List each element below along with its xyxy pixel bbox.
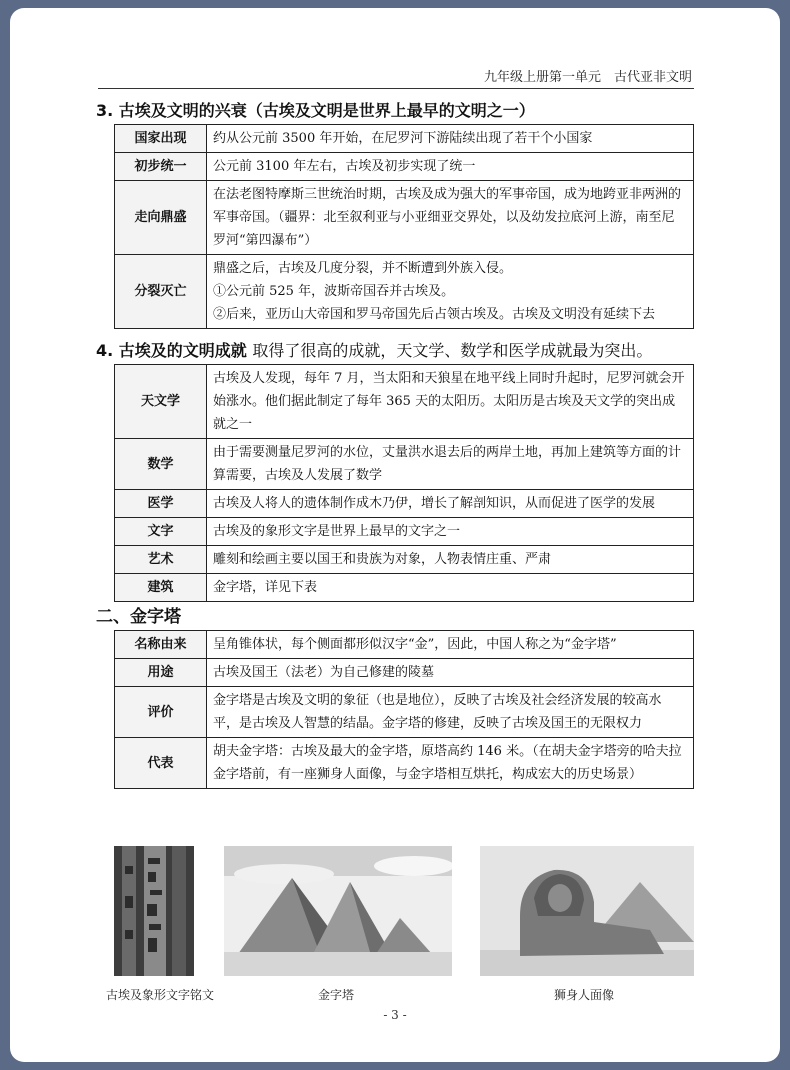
table-row [115,439,694,490]
sphinx-photo [480,846,694,976]
table-row [115,255,694,329]
row-content: 古埃及人发现，每年 7 月，当太阳和天狼星在地平线上同时升起时，尼罗河就会开始涨水。他们据此制定了每年 365 天的太阳历。太阳历是古埃及天文学的突出成就之一 [207,365,694,439]
table-row [115,490,694,518]
hieroglyph-inscription-photo [114,846,194,976]
section4-title: 4. 古埃及的文明成就 [96,341,247,360]
section4-heading [96,338,652,361]
table-row [115,574,694,602]
row-content: 金字塔是古埃及文明的象征（也是地位），反映了古埃及社会经济发展的较高水平，是古埃及人智慧的结晶。金字塔的修建，反映了古埃及国王的无限权力 [207,687,694,738]
row-content: 雕刻和绘画主要以国王和贵族为对象，人物表情庄重、严肃 [207,546,694,574]
page-number: - 3 - [383,1008,407,1022]
row-label: 初步统一 [115,153,207,181]
caption-pyramids: 金字塔 [318,988,355,1002]
row-content: 古埃及的象形文字是世界上最早的文字之一 [207,518,694,546]
row-label: 建筑 [115,574,207,602]
row-label: 走向鼎盛 [115,181,207,255]
row-content: 古埃及国王（法老）为自己修建的陵墓 [207,659,694,687]
row-content: 金字塔，详见下表 [207,574,694,602]
row-label: 名称由来 [115,631,207,659]
table-row [115,181,694,255]
row-content: 由于需要测量尼罗河的水位，丈量洪水退去后的两岸土地，再加上建筑等方面的计算需要，古埃及人发展了数学 [207,439,694,490]
table-row [115,687,694,738]
row-content: 呈角锥体状，每个侧面都形似汉字“金”，因此，中国人称之为“金字塔” [207,631,694,659]
row-label: 评价 [115,687,207,738]
row-label: 天文学 [115,365,207,439]
row-label: 代表 [115,738,207,789]
pyramids-photo [224,846,452,976]
caption-sphinx: 狮身人面像 [554,988,615,1002]
row-line: ①公元前 525 年，波斯帝国吞并古埃及。 [213,284,455,299]
section2-title: 二、金字塔 [96,607,181,627]
section3-title: 3. 古埃及文明的兴衰（古埃及文明是世界上最早的文明之一） [96,101,535,120]
running-header: 九年级上册第一单元 古代亚非文明 [483,70,692,85]
row-content: 胡夫金字塔：古埃及最大的金字塔，原塔高约 146 米。（在胡夫金字塔旁的哈夫拉金字塔前，有一座狮身人面像，与金字塔相互烘托，构成宏大的历史场景） [207,738,694,789]
table-row [115,365,694,439]
table-row [115,518,694,546]
row-label: 国家出现 [115,125,207,153]
row-label: 用途 [115,659,207,687]
caption-hieroglyph: 古埃及象形文字铭文 [106,988,215,1002]
table-row [115,546,694,574]
row-label: 文字 [115,518,207,546]
row-content: 约从公元前 3500 年开始，在尼罗河下游陆续出现了若干个小国家 [207,125,694,153]
section2-table [114,630,694,789]
row-content: 公元前 3100 年左右，古埃及初步实现了统一 [207,153,694,181]
row-label: 分裂灭亡 [115,255,207,329]
row-content: 在法老图特摩斯三世统治时期，古埃及成为强大的军事帝国，成为地跨亚非两洲的军事帝国。（疆界：北至叙利亚与小亚细亚交界处，以及幼发拉底河上游，南至尼罗河“第四瀑布”） [207,181,694,255]
row-label: 数学 [115,439,207,490]
row-content [207,255,694,329]
table-row [115,125,694,153]
row-label: 艺术 [115,546,207,574]
table-row [115,153,694,181]
header-rule [98,88,694,89]
table-row [115,631,694,659]
table-row [115,659,694,687]
section3-table [114,124,694,329]
table-row [115,738,694,789]
row-content: 古埃及人将人的遗体制作成木乃伊，增长了解剖知识，从而促进了医学的发展 [207,490,694,518]
section4-subtitle: 取得了很高的成就，天文学、数学和医学成就最为突出。 [252,341,653,360]
section4-table [114,364,694,602]
row-line: ②后来，亚历山大帝国和罗马帝国先后占领古埃及。古埃及文明没有延续下去 [213,307,656,322]
row-label: 医学 [115,490,207,518]
row-line: 鼎盛之后，古埃及几度分裂，并不断遭到外族入侵。 [213,261,513,276]
page [10,8,780,1062]
